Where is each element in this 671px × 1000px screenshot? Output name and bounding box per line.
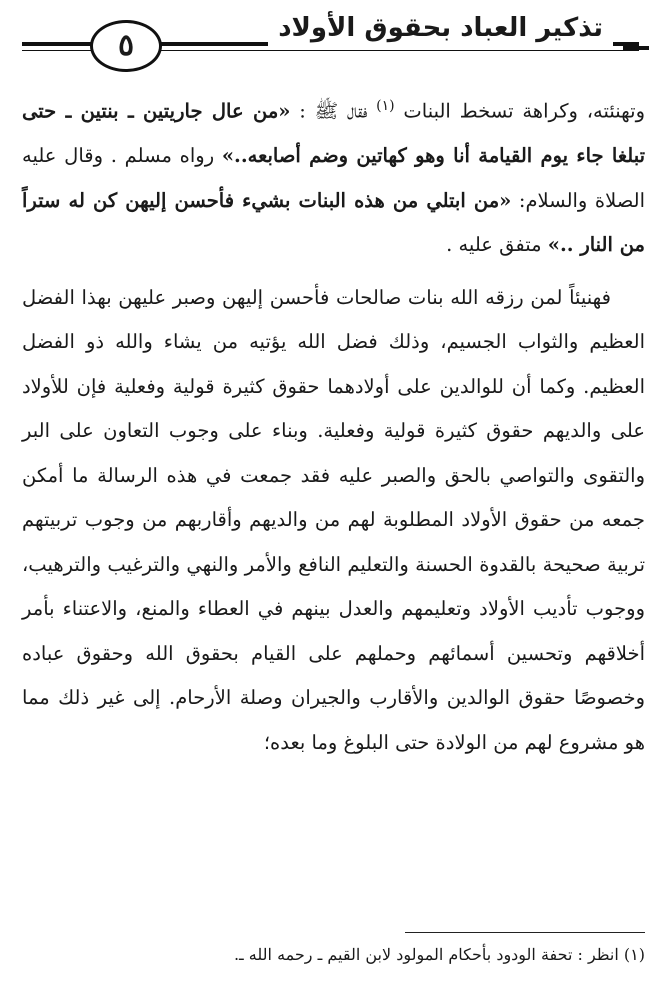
running-title: تذكير العباد بحقوق الأولاد (268, 8, 613, 48)
text-segment: وتهنئته، وكراهة تسخط البنات (394, 99, 645, 123)
header-rule-left (22, 42, 92, 51)
hadith-quote: «من عال جاريتين ـ بنتين ـ حتى تبلغا جاء يوم القيامة أنا وهو كهاتين وضم أصابعه..» (22, 99, 646, 167)
text-segment: رواه مسلم . وقال عليه الصلاة والسلام: (22, 144, 646, 212)
page-body (22, 84, 645, 765)
text-segment: فقال ﷺ : (290, 99, 377, 123)
paragraph-main: فهنيئاً لمن رزقه الله بنات صالحات فأحسن إليهن وصبر عليهن بهذا الفضل العظيم والثواب الجسيم، وذلك فضل الله يؤتيه من يشاء والله ذو الفضل العظيم. وكما أن للوالدين على أولادهما حقوق كثيرة قولية وفعلية فإن للأولاد على والديهم حقوق كثيرة قولية وفعلية. وبناء على وجوب التعاون على البر والتقوى والتواصي بالحق والصبر عليه فقد جمعت في هذه الرسالة ما أمكن جمعه من حقوق الأولاد المطلوبة لهم من والديهم وأقاربهم من وجوب تربيتهم تربية صحيحة بالقدوة الحسنة والتعليم النافع والأمر والنهي والترغيب والترهيب، ووجوب تأديب الأولاد وتعليمهم والعدل بينهم في العطاء والمنع، والاعتناء بأمر أخلاقهم وتحسين أسمائهم وحملهم على القيام بحقوق الله وحقوق عباده وخصوصًا حقوق الوالدين والأقارب والجيران وصلة الأرحام. إلى غير ذلك مما هو مشروع لهم من الولادة حتى البلوغ وما بعده؛ (22, 285, 645, 754)
footnote-ref: (١) (376, 98, 395, 114)
text-segment: متفق عليه . (446, 233, 548, 256)
page-header (0, 0, 671, 92)
footnote: (١) انظر : تحفة الودود بأحكام المولود لابن القيم ـ رحمه الله ـ. (233, 945, 645, 964)
header-dash (623, 46, 649, 50)
hadith-quote: «من ابتلي من هذه البنات بشيء فأحسن إليهن كن له ستراً من النار ..» (22, 188, 645, 256)
footnote-divider (405, 932, 645, 933)
paragraph-hadith (22, 84, 645, 268)
page-number: ٥ (90, 20, 162, 72)
